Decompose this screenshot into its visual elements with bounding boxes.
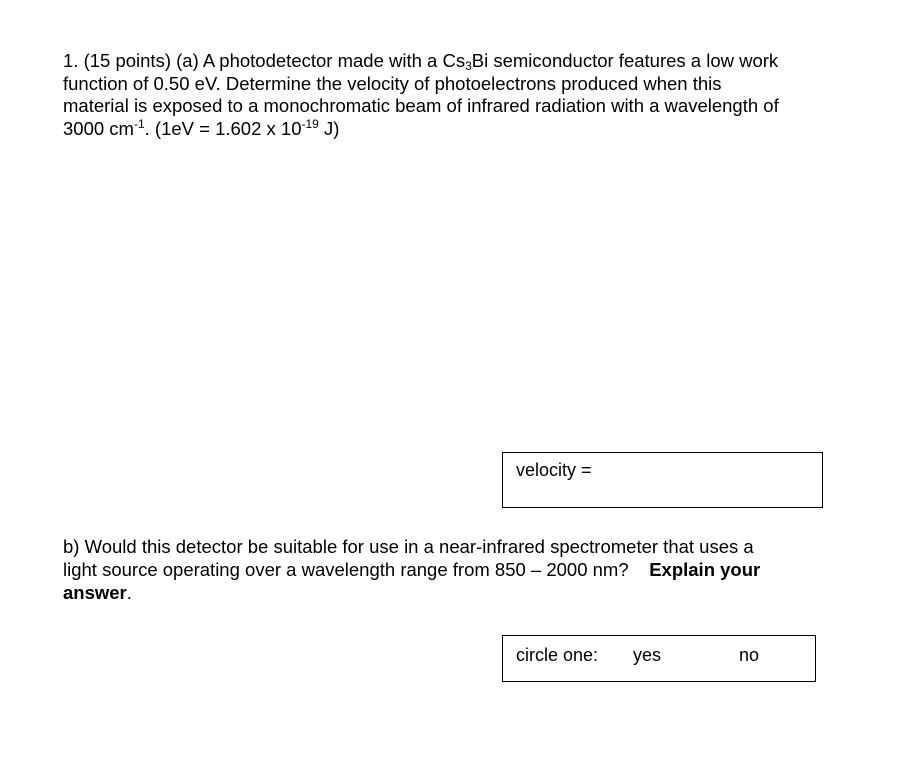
- question-a-superscript-1: -1: [133, 116, 145, 131]
- question-a-subscript: 3: [465, 59, 472, 73]
- circle-one-box: [502, 635, 816, 682]
- circle-one-label: circle one:: [516, 645, 599, 665]
- choice-yes[interactable]: yes: [633, 645, 662, 665]
- question-a-superscript-2: -19: [301, 116, 319, 131]
- question-a-line4-mid: . (1eV = 1.602 x 10: [144, 117, 302, 139]
- velocity-answer-box[interactable]: [502, 452, 823, 508]
- question-b-text: [63, 535, 853, 604]
- question-a-line4-pre: 3000 cm: [63, 117, 134, 139]
- question-a-line1-post: Bi semiconductor features a low work: [471, 50, 779, 71]
- question-b-period: .: [126, 582, 132, 603]
- question-a-line1-pre: 1. (15 points) (a) A photodetector made with a Cs: [63, 50, 466, 71]
- question-b-bold2: answer: [63, 582, 127, 603]
- velocity-label: velocity =: [516, 460, 592, 480]
- question-b-line2: light source operating over a wavelength range from 850 – 2000 nm?: [63, 559, 629, 580]
- question-a-line4-post: J): [318, 117, 340, 139]
- question-b-bold1: Explain your: [649, 559, 761, 580]
- question-a-line3: material is exposed to a monochromatic beam of infrared radiation with a wavelength of: [63, 95, 779, 116]
- question-a-line2: function of 0.50 eV. Determine the velocity of photoelectrons produced when this: [63, 72, 722, 94]
- choice-no[interactable]: no: [739, 645, 760, 665]
- question-a-text: [63, 50, 863, 140]
- question-b-line1: b) Would this detector be suitable for use in a near-infrared spectrometer that uses a: [63, 536, 754, 557]
